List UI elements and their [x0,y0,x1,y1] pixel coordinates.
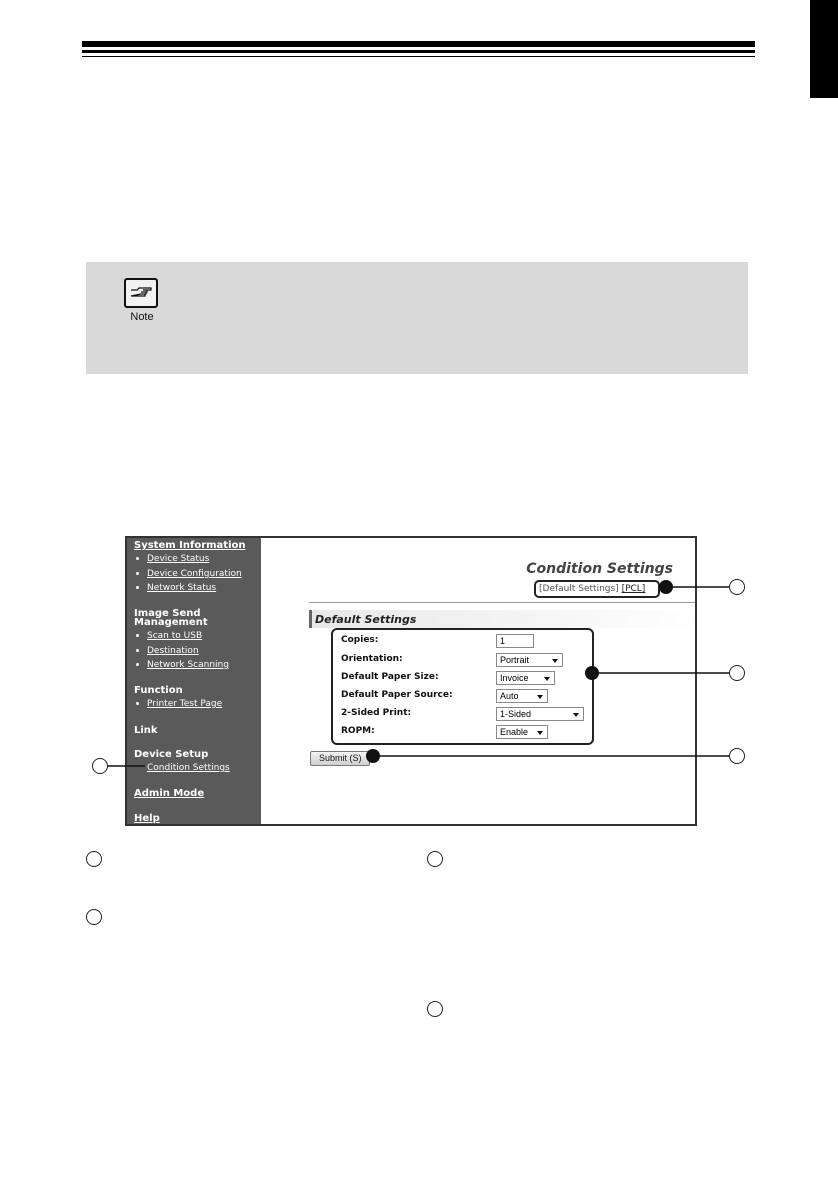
callout-circle [729,579,745,595]
ropm-label: ROPM: [341,726,375,736]
callout-circle [729,748,745,764]
callout-dot [585,666,599,680]
orientation-label: Orientation: [341,654,403,664]
sidebar-item-scan-to-usb[interactable]: Scan to USB [136,631,202,641]
sidebar-item-device-configuration[interactable]: Device Configuration [136,569,242,579]
sidebar-item-condition-settings[interactable]: Condition Settings [147,763,230,773]
orientation-select[interactable]: Portrait [496,653,563,667]
paper-size-select[interactable]: Invoice [496,671,555,685]
callout-circle [86,851,102,867]
callout-circle [92,758,108,774]
sidebar-admin-mode[interactable]: Admin Mode [134,788,205,799]
callout-dot [659,580,673,594]
copies-label: Copies: [341,635,379,645]
copies-input[interactable]: 1 [496,634,534,648]
paper-source-select[interactable]: Auto [496,689,548,703]
sidebar-item-printer-test-page[interactable]: Printer Test Page [136,699,222,709]
paper-source-label: Default Paper Source: [341,690,453,700]
callout-circle [427,851,443,867]
sidebar-help[interactable]: Help [134,813,160,824]
ropm-select[interactable]: Enable [496,725,548,739]
sidebar-item-destination[interactable]: Destination [136,646,199,656]
page-title: Condition Settings [526,561,673,577]
pcl-link[interactable]: [PCL] [621,584,646,594]
submit-button[interactable]: Submit (S) [310,751,370,766]
sidebar-device-setup-heading: Device Setup [134,749,209,760]
sidebar-function-heading: Function [134,685,183,696]
two-sided-label: 2-Sided Print: [341,708,412,718]
sidebar-item-device-status[interactable]: Device Status [136,554,209,564]
sidebar-image-send-heading-line2: Management [134,617,208,628]
sidebar-system-information[interactable]: System Information [134,540,246,551]
two-sided-select[interactable]: 1-Sided [496,707,584,721]
callout-circle [427,1001,443,1017]
sidebar-image-send-heading: Image Send [134,608,201,619]
paper-size-label: Default Paper Size: [341,672,439,682]
note-label: Note [130,311,154,323]
callout-circle [729,665,745,681]
section-title: Default Settings [315,613,417,626]
sidebar-link-heading: Link [134,725,158,736]
callout-circle [86,909,102,925]
sidebar-item-network-status[interactable]: Network Status [136,583,216,593]
sidebar-item-network-scanning[interactable]: Network Scanning [136,660,229,670]
callout-dot [366,749,380,763]
breadcrumb-current: [Default Settings] [539,584,619,594]
